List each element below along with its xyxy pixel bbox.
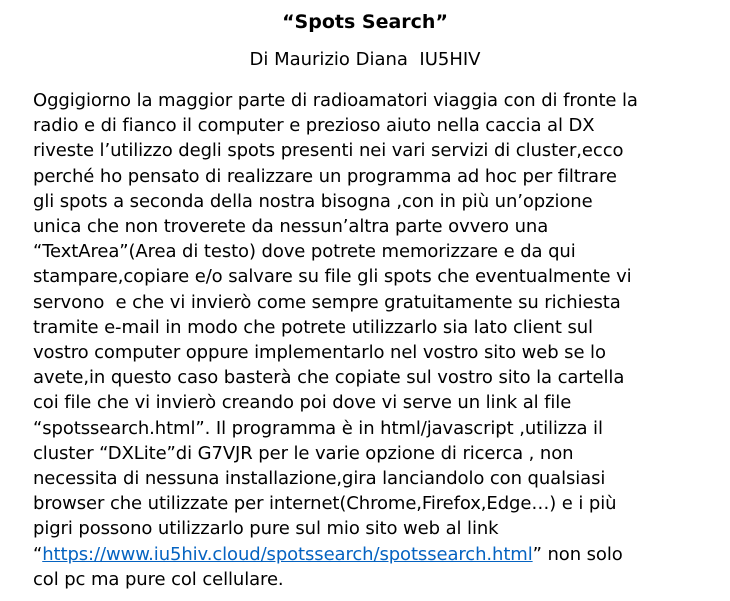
body-line: servono e che vi invierò come sempre gratuitamente su richiesta <box>33 291 621 313</box>
body-line: pigri possono utilizzarlo pure sul mio sito web al link <box>33 518 499 540</box>
document-body <box>33 88 723 592</box>
body-line: necessita di nessuna installazione,gira lanciandolo con qualsiasi <box>33 468 606 490</box>
body-line: perché ho pensato di realizzare un programma ad hoc per filtrare <box>33 165 617 187</box>
body-line: gli spots a seconda della nostra bisogna ,con in più un’opzione <box>33 190 593 212</box>
body-line: cluster “DXLite”di G7VJR per le varie opzione di ricerca , non <box>33 442 574 464</box>
body-line: radio e di fianco il computer e prezioso aiuto nella caccia al DX <box>33 115 595 137</box>
body-line: Oggigiorno la maggior parte di radioamatori viaggia con di fronte la <box>33 90 638 111</box>
body-line: col pc ma pure col cellulare. <box>33 568 284 590</box>
body-line: browser che utilizzate per internet(Chrome,Firefox,Edge…) e i più <box>33 493 617 515</box>
body-line-with-link <box>33 542 723 567</box>
body-line: stampare,copiare e/o salvare su file gli spots che eventualmente vi <box>33 266 632 288</box>
spotssearch-link[interactable]: https://www.iu5hiv.cloud/spotssearch/spotssearch.html <box>42 543 533 565</box>
body-line: “spotssearch.html”. Il programma è in html/javascript ,utilizza il <box>33 417 603 439</box>
body-line: tramite e-mail in modo che potrete utilizzarlo sia lato client sul <box>33 316 593 338</box>
document-title: “Spots Search” <box>282 11 448 33</box>
link-open-quote: “ <box>33 543 43 565</box>
link-close-text: ” non solo <box>532 543 623 565</box>
body-line: “TextArea”(Area di testo) dove potrete memorizzare e da qui <box>33 241 576 263</box>
body-line: unica che non troverete da nessun’altra parte ovvero una <box>33 216 549 238</box>
body-line: coi file che vi invierò creando poi dove vi serve un link al file <box>33 392 572 414</box>
document-author: Di Maurizio Diana IU5HIV <box>249 49 481 70</box>
body-line: vostro computer oppure implementarlo nel vostro sito web se lo <box>33 342 606 364</box>
body-line: avete,in questo caso basterà che copiate sul vostro sito la cartella <box>33 367 625 389</box>
body-line: riveste l’utilizzo degli spots presenti nei vari servizi di cluster,ecco <box>33 140 624 162</box>
